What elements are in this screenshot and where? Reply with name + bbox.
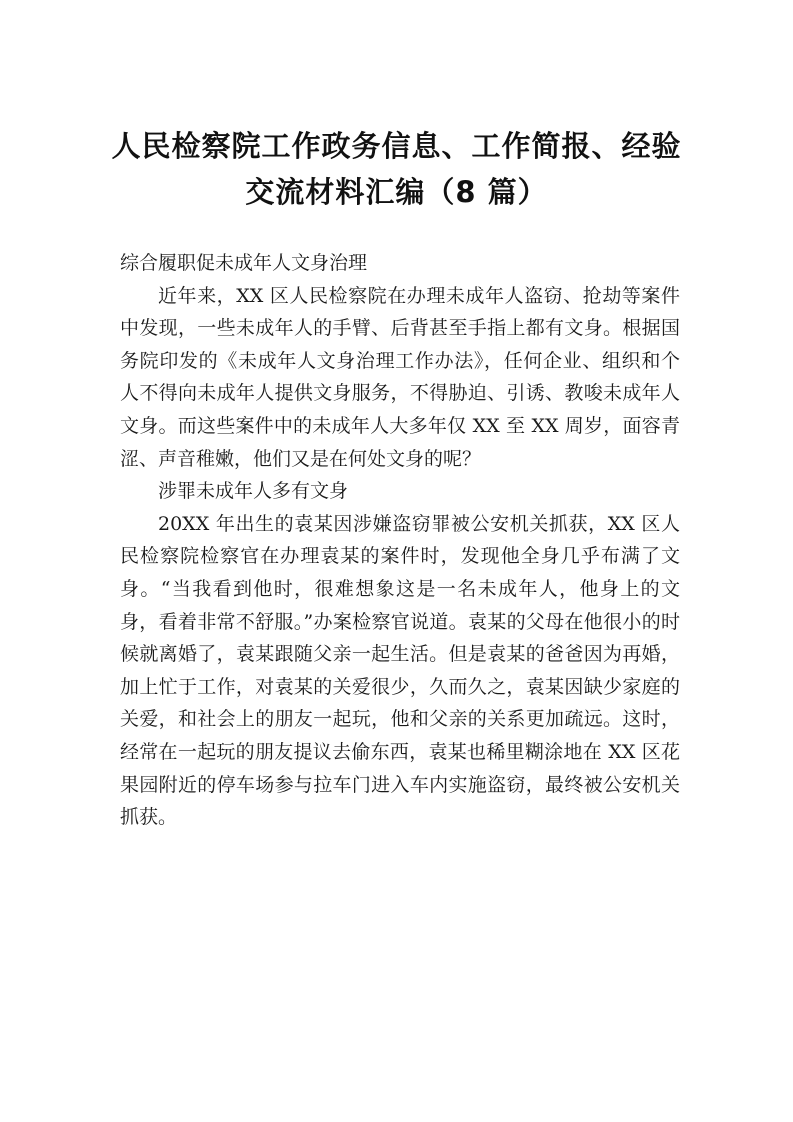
document-body — [120, 247, 680, 834]
section-title: 综合履职促未成年人文身治理 — [120, 252, 368, 274]
document-title-line-1: 人民检察院工作政务信息、工作简报、经验 — [111, 129, 682, 163]
paragraph-1: 近年来，XX 区人民检察院在办理未成年人盗窃、抢劫等案件中发现，一些未成年人的手臂、后背甚至手指上都有文身。根据国务院印发的《未成年人文身治理工作办法》，任何企业、组织和个人不得向未成年人提供文身服务，不得胁迫、引诱、教唆未成年人文身。而这些案件中的未成年人大多年仅 XX 至 XX 周岁，面容青涩、声音稚嫩，他们又是在何处文身的呢？ — [120, 284, 680, 470]
document-title-line-2: 交流材料汇编（8 篇） — [245, 175, 548, 209]
subheading-1: 涉罪未成年人多有文身 — [158, 480, 349, 503]
paragraph-2: 20XX 年出生的袁某因涉嫌盗窃罪被公安机关抓获，XX 区人民检察院检察官在办理袁某的案件时，发现他全身几乎布满了文身。“当我看到他时，很难想象这是一名未成年人，他身上的文身，看着非常不舒服。”办案检察官说道。袁某的父母在他很小的时候就离婚了，袁某跟随父亲一起生活。但是袁某的爸爸因为再婚，加上忙于工作，对袁某的关爱很少，久而久之，袁某因缺少家庭的关爱，和社会上的朋友一起玩，他和父亲的关系更加疏远。这时，经常在一起玩的朋友提议去偷东西，袁某也稀里糊涂地在 XX 区花果园附近的停车场参与拉车门进入车内实施盗窃，最终被公安机关抓获。 — [120, 512, 680, 829]
